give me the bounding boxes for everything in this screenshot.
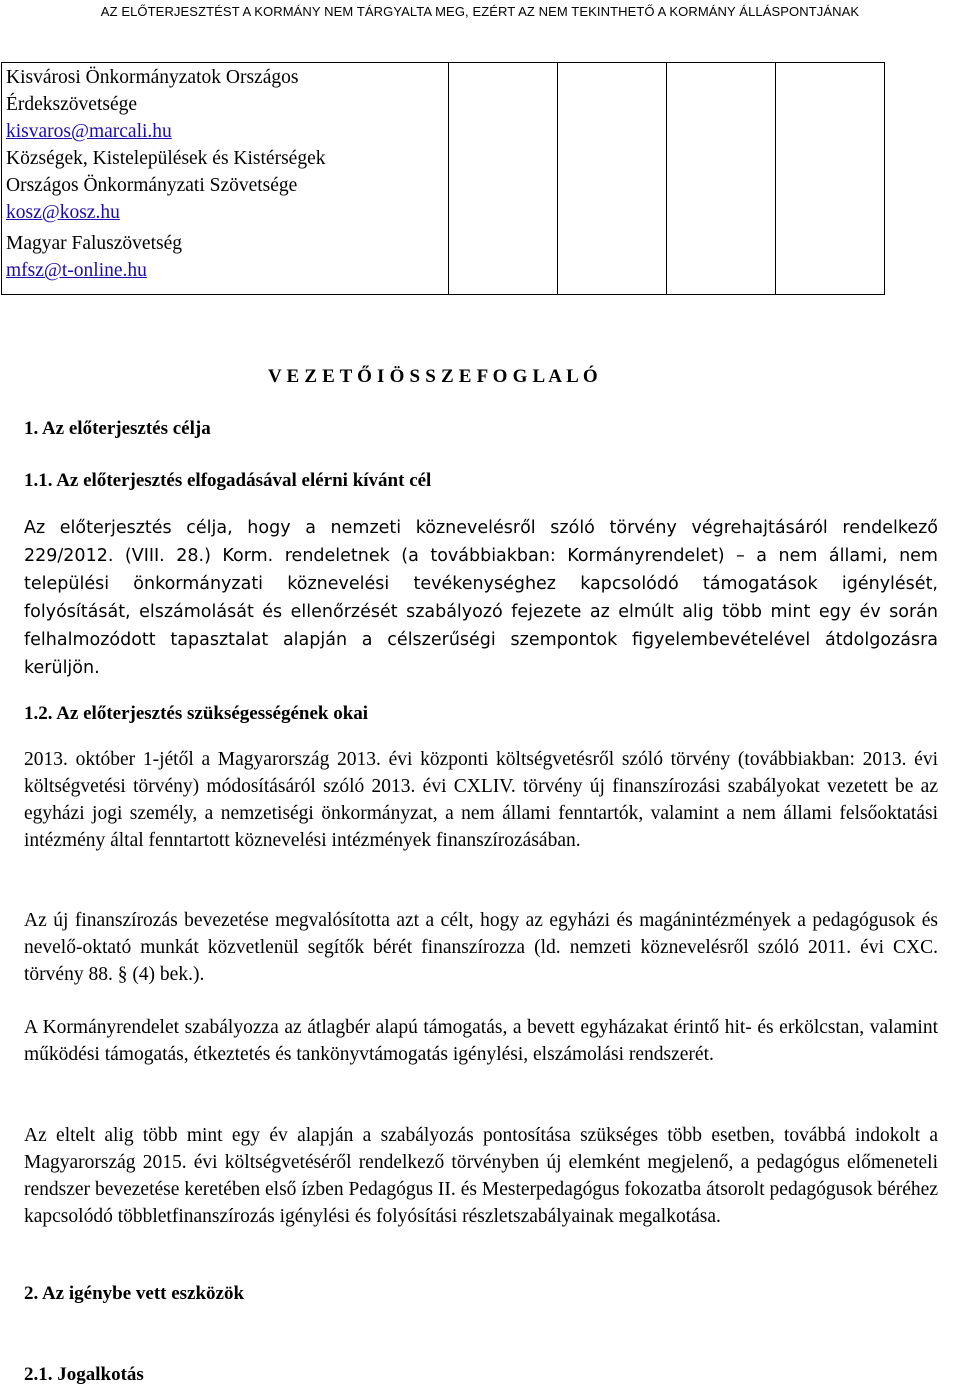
contacts-row [2, 63, 885, 295]
paragraph-purpose-part2: rendeletnek (a továbbiakban: Kormányrendelet) – a nem állami, nem települési önkormányzati köznevelési tevékenységhez kapcsolódó támogatások igénylését, folyósítását, elszámolását és ellenőrzését szabályozó fejezete az elmúlt alig több mint egy év során felhalmozódott tapasztalat alapján a célszerűségi szempontok figyelembevételével átdolgozásra kerüljön. [24, 546, 938, 678]
contact-entry [6, 145, 444, 226]
executive-summary-title: V E Z E T Ő I Ö S S Z E F O G L A L Ó [268, 366, 598, 387]
section-heading-1-1: 1.1. Az előterjesztés elfogadásával elérni kívánt cél [24, 470, 432, 491]
contact-email-link[interactable]: kosz@kosz.hu [6, 202, 120, 223]
contact-email-link[interactable]: kisvaros@marcali.hu [6, 121, 172, 142]
paragraph-purpose [24, 514, 938, 682]
empty-cell [776, 63, 885, 295]
section-heading-2-1: 2.1. Jogalkotás [24, 1364, 144, 1385]
contact-name-line: Kisvárosi Önkormányzatok Országos [6, 67, 299, 88]
contacts-table [1, 62, 885, 295]
empty-cell [667, 63, 776, 295]
paragraph-reasons: 2013. október 1-jétől a Magyarország 2013. évi központi költségvetésről szóló törvény (továbbiakban: 2013. évi költségvetési törvény) módosításáról szóló 2013. évi CXLIV. törvény új finanszírozási szabályokat vezetett be az egyházi jogi személy, a nemzetiségi önkormányzat, a nem állami fenntartók, valamint a nem állami felsőoktatási intézmény által fenntartott köznevelési intézmények finanszírozásában. [24, 749, 938, 851]
paragraph-regulation: A Kormányrendelet szabályozza az átlagbér alapú támogatás, a bevett egyházakat érintő hit- és erkölcstan, valamint működési támogatás, étkeztetés és tankönyvtámogatás igénylési, elszámolási rendszerét. [24, 1017, 938, 1065]
section-heading-1: 1. Az előterjesztés célja [24, 418, 211, 439]
section-heading-1-2: 1.2. Az előterjesztés szükségességének okai [24, 703, 369, 724]
header-notice: AZ ELŐTERJESZTÉST A KORMÁNY NEM TÁRGYALTA MEG, EZÉRT AZ NEM TEKINTHETŐ A KORMÁNY ÁLLÁSPONTJÁNAK [100, 4, 860, 19]
contact-name-line: Magyar Faluszövetség [6, 233, 182, 254]
contact-name-line: Érdekszövetsége [6, 94, 138, 115]
empty-cell [449, 63, 558, 295]
contact-entry [6, 230, 444, 294]
contacts-cell [2, 63, 449, 295]
paragraph-experience: Az eltelt alig több mint egy év alapján a szabályozás pontosítása szükséges több esetben, továbbá indokolt a Magyarország 2015. évi költségvetéséről rendelkező törvényben új elemként megjelenő, a pedagógus előmeneteli rendszer bevezetése keretében első ízben Pedagógus II. és Mesterpedagógus fokozatba átsorolt pedagógusok béréhez kapcsolódó többletfinanszírozás igénylési és folyósítási részletszabályainak megalkotása. [24, 1125, 938, 1227]
contact-name-line: Községek, Kistelepülések és Kistérségek [6, 148, 326, 169]
contact-name-line: Országos Önkormányzati Szövetsége [6, 175, 298, 196]
contact-entry [6, 64, 444, 145]
paragraph-new-financing: Az új finanszírozás bevezetése megvalósította azt a célt, hogy az egyházi és magánintézmények a pedagógusok és nevelő-oktató munkát közvetlenül segítők bérét finanszírozza (ld. nemzeti köznevelésről szóló 2011. évi CXC. törvény 88. § (4) bek.). [24, 910, 938, 985]
contact-email-link[interactable]: mfsz@t-online.hu [6, 260, 147, 281]
empty-cell [558, 63, 667, 295]
section-heading-2: 2. Az igénybe vett eszközök [24, 1283, 245, 1304]
paragraph-purpose-part1: Az előterjesztés célja, hogy a nemzeti köznevelésről szóló törvény végrehajtásáról rendelkező 229/2012. (VIII. 28.) Korm. [24, 518, 938, 566]
